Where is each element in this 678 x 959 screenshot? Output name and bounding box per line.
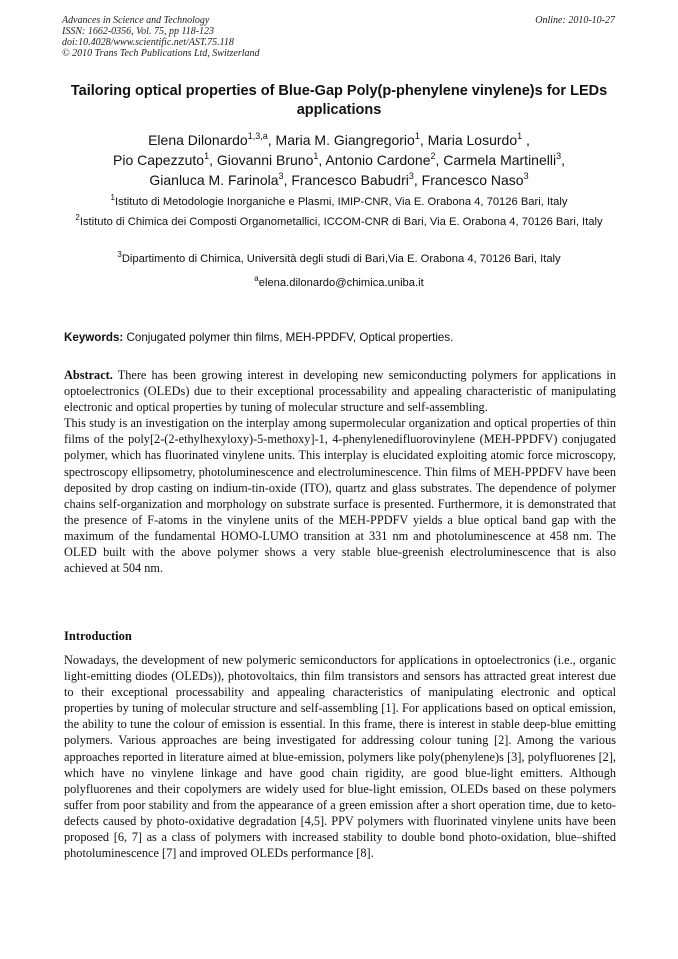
journal-copyright: © 2010 Trans Tech Publications Ltd, Switzerland	[62, 48, 260, 59]
email-link[interactable]: elena.dilonardo@chimica.uniba.it	[258, 277, 424, 289]
affiliation-mark: 3	[117, 250, 122, 259]
abstract-text-1: There has been growing interest in developing new semiconducting polymers for applications in optoelectronics (OLEDs) due to their exceptional processability and appealing characteristic of manipulating electronic and optical properties by tuning of molecular structure and self-assembling.	[64, 368, 616, 415]
paper-title: Tailoring optical properties of Blue-Gap Poly(p-phenylene vinylene)s for LEDs applications	[70, 83, 608, 118]
affiliation-text: Dipartimento di Chimica, Università degli studi di Bari,Via E. Orabona 4, 70126 Bari, Italy	[121, 253, 561, 265]
author-name: Francesco Babudri	[291, 172, 409, 188]
author-name: Gianluca M. Farinola	[149, 172, 279, 188]
author-affiliation-mark: 3	[408, 171, 414, 181]
affiliation-mark: 2	[75, 213, 80, 222]
author-name: Maria M. Giangregorio	[275, 132, 415, 148]
abstract	[64, 367, 616, 576]
affiliation-3	[50, 251, 628, 267]
keywords	[64, 330, 616, 345]
journal-name: Advances in Science and Technology	[62, 15, 210, 26]
affiliation-1	[50, 194, 628, 210]
introduction-heading: Introduction	[64, 629, 132, 643]
affiliation-text: Istituto di Metodologie Inorganiche e Plasmi, IMIP-CNR, Via E. Orabona 4, 70126 Bari, Italy	[114, 196, 568, 208]
abstract-label: Abstract.	[64, 368, 113, 382]
author-name: Maria Losurdo	[427, 132, 518, 148]
author-affiliation-mark: 3	[523, 171, 529, 181]
email-mark: a	[254, 274, 259, 283]
online-date: Online: 2010-10-27	[535, 15, 615, 26]
author-name: Antonio Cardone	[325, 152, 431, 168]
journal-issn: ISSN: 1662-0356, Vol. 75, pp 118-123	[62, 26, 215, 37]
abstract-paragraph-1	[64, 367, 616, 415]
author-list: Elena Dilonardo$^{1,3,a}$, Maria M. Giangregorio$^1$, Maria Losurdo$^1$ , Pio Capezzuto$^1$, Giovanni Bruno$^1$, Antonio Cardone$^2$, Carmela Martinelli$^3$, Gianluca M. Farinola$^3$, Francesco Babudri$^3$, Francesco Naso$^3$	[113, 131, 565, 188]
author-name: Giovanni Bruno	[216, 152, 314, 168]
abstract-paragraph-2: This study is an investigation on the interplay among supermolecular organization and optical properties of thin films of the poly[2-(2-ethylhexyloxy)-5-methoxy]-1, 4-phenylenedifluorovinylene (MEH-PPDFV) conjugated polymer, which has fluorinated vinylene units. This interplay is elucidated exploiting atomic force microscopy, spectroscopy ellipsometry, photoluminescence and electroluminescence. Thin films of MEH-PPDFV have been deposited by drop casting on indium-tin-oxide (ITO), quartz and glass substrates. The dependence of polymer chains self-organization and morphology on substrate surface is presented. Furthermore, it is demonstrated that the presence of F-atoms in the vinylene units of the MEH-PPDFV yields a blue optical band gap with the maximum of the fundamental HOMO-LUMO transition at 331 nm and photoluminescence at 458 nm. The OLED built with the above polymer shows a very stable blue-greenish electroluminescence that is also achieved at 504 nm.	[64, 416, 616, 576]
affiliation-text: Istituto di Chimica dei Composti Organometallici, ICCOM-CNR di Bari, Via E. Orabona 4, 70126 Bari, Italy	[79, 216, 603, 228]
introduction-paragraph: Nowadays, the development of new polymeric semiconductors for applications in optoelectronics (i.e., organic light-emitting diodes (OLEDs)), photovoltaics, thin film transistors and sensors has attracted great interest due to their exceptional processability and appealing characteristics of manipulating electronic and optical properties by tuning of molecular structure and self-assembling [1]. For applications based on optical emission, the ability to tune the colour of emission is essential. In this frame, there is interest in stable deep-blue emitting polymers. Various approaches are being investigated for addressing colour tuning [2]. Among the various approaches reported in literature aimed at blue-emission, polymers like poly(phenylene)s [3], polyfluorenes [2], which have no vinylene linkage and have good chain rigidity, are good blue-light emitters. Although polyfluorenes and their copolymers are widely used for blue-light emission, OLEDs based on these polymers suffer from poor stability and from the appearance of a green emission after a short operation time, due to keto-defects caused by photo-oxidative degradation [4,5]. PPV polymers with fluorinated vinylene units have been proposed [6, 7] as a class of polymers with increased stability to double bond photo-oxidation, blue–shifted photoluminescence [7] and improved OLEDs performance [8].	[64, 653, 616, 861]
author-name: Carmela Martinelli	[443, 152, 557, 168]
keywords-label: Keywords:	[64, 331, 124, 344]
corresponding-email	[50, 275, 628, 291]
author-affiliation-mark: 1	[313, 151, 319, 161]
affiliation-2	[50, 214, 628, 230]
author-name: Pio Capezzuto	[113, 152, 205, 168]
author-affiliation-mark: 1	[414, 131, 420, 141]
author-affiliation-mark: 3	[278, 171, 284, 181]
author-affiliation-mark: 2	[430, 151, 436, 161]
journal-header	[62, 15, 260, 59]
author-affiliation-mark: 1,3,a	[247, 131, 268, 141]
author-affiliation-mark: 3	[556, 151, 562, 161]
journal-doi[interactable]: doi:10.4028/www.scientific.net/AST.75.118	[62, 37, 234, 48]
author-affiliation-mark: 1	[517, 131, 523, 141]
keywords-text: Conjugated polymer thin films, MEH-PPDFV, Optical properties.	[123, 331, 454, 344]
author-name: Elena Dilonardo	[148, 132, 248, 148]
author-name: Francesco Naso	[421, 172, 524, 188]
author-affiliation-mark: 1	[204, 151, 210, 161]
affiliation-mark: 1	[110, 193, 115, 202]
